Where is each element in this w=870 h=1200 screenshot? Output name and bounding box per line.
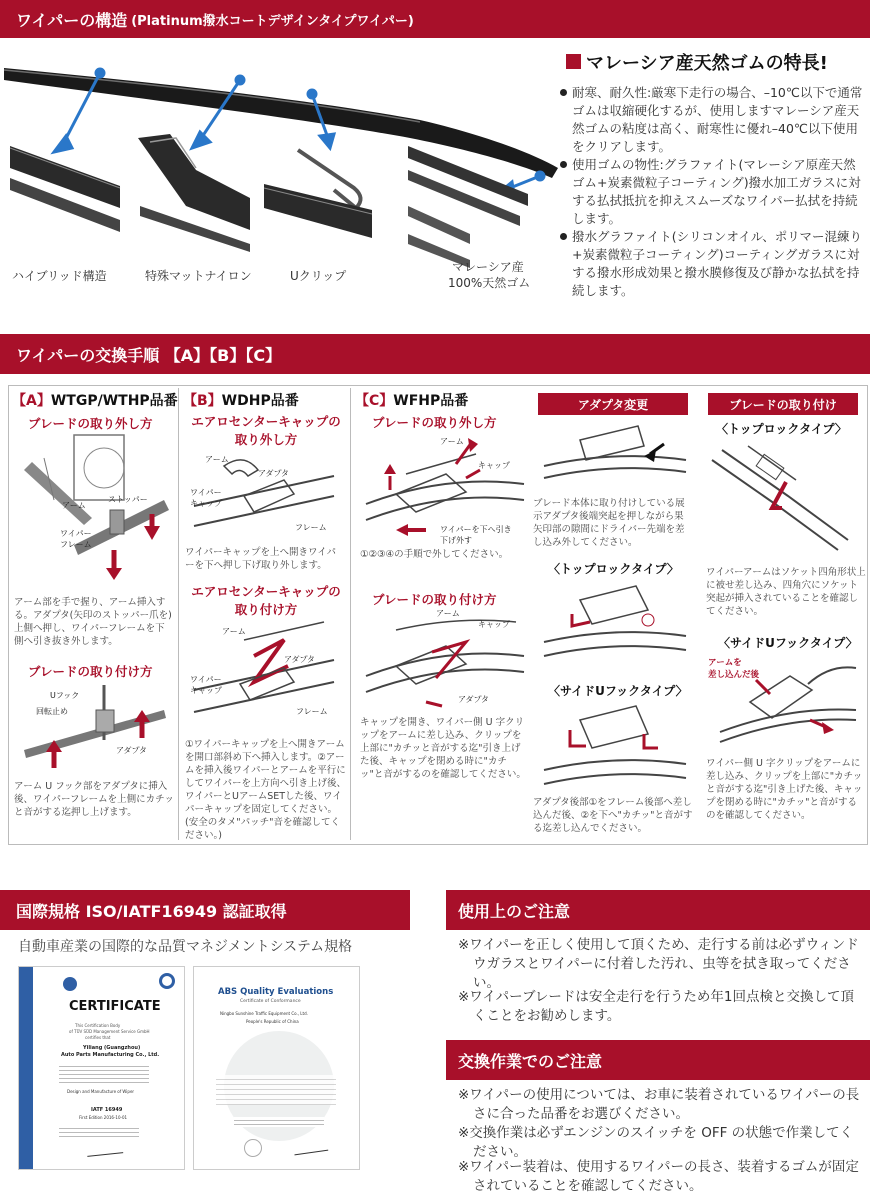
cert1-line-8: First Edition 2016-10-01 [79, 1115, 128, 1120]
col-a-head [12, 390, 178, 410]
feature-bullet-1: 耐寒、耐久性:厳寒下走行の場合、–10℃以下で通常ゴムは収縮硬化するが、使用しますマレーシア産天然ゴムの粘度は高く、耐寒性に優れ–40℃以下使用をクリアします。 [572, 84, 867, 156]
col-b-label-adapter: アダプタ [258, 469, 289, 478]
cert1-line-5: Auto Parts Manufacturing Co., Ltd. [61, 1052, 160, 1058]
col-b-code: WDHP品番 [221, 393, 299, 409]
cert2-line-2: People's Republic of China [246, 1019, 299, 1024]
features-square-icon [566, 54, 581, 69]
col-b-attach-title: エアロセンターキャップの取り付け方 [191, 584, 341, 617]
col-e-sideu-illustration [710, 650, 860, 750]
cert1-side-band [19, 967, 33, 1170]
col-b-label-arm-2: アーム [222, 627, 246, 636]
col-d-toplock-illustration [540, 580, 690, 670]
caption-hybrid: ハイブリッド構造 [12, 269, 107, 283]
structure-subtitle: (Platinum撥水コートデザインタイプワイパー) [131, 13, 414, 29]
structure-title: ワイパーの構造 [16, 10, 128, 30]
col-e-tag: ブレードの取り付け [708, 393, 858, 415]
cert1-line-6: Design and Manufacture of Wiper [67, 1089, 135, 1094]
col-e-text-1: ワイパーアームはソケット四角形状上に被せ差し込み、四角穴にソケット突起が挿入されていることを確認してください。 [706, 567, 866, 617]
col-c-label-arm-2: アーム [436, 609, 460, 618]
col-a-remove-text: アーム部を手で握り、アーム挿入する。アダプタ(矢印のストッパー爪を)上側へ押し、ワイパーフレームを下側へ引き抜き外します。 [14, 597, 172, 647]
cert2-subtitle: Certificate of Conformance [240, 999, 301, 1004]
structure-band [0, 0, 870, 38]
col-c-attach-title: ブレードの取り付け方 [372, 592, 497, 607]
cert1-signature [87, 1147, 123, 1157]
feature-bullet-2: 使用ゴムの物性:グラファイト(マレーシア原産天然ゴム+炭素微粒子コーティング)撥水加工ガラスに対する払拭抵抗を抑えスムーズなワイパー払拭を持続します。 [572, 156, 867, 228]
cert1-title: CERTIFICATE [69, 999, 161, 1014]
steps-band [0, 334, 870, 374]
iso-band [0, 890, 410, 930]
replace-note-3: ※ワイパー装着は、使用するワイパーの長さ、装着するゴムが固定されていることを確認してください。 [458, 1159, 859, 1194]
col-a-label-stopper: ストッパー [108, 495, 148, 504]
caution-band [446, 890, 870, 930]
certificate-iatf [18, 966, 185, 1170]
col-d-tag: アダプタ変更 [538, 393, 688, 415]
col-e-toplock-illustration [708, 440, 858, 560]
col-a-remove-illustration [14, 430, 174, 600]
col-b-remove-text: ワイパーキャップを上へ開きワイパーを下へ押し下げ取り外します。 [185, 547, 337, 571]
cert1-line-4: Yiliang (Guangzhou) [83, 1045, 141, 1051]
col-a-label-uhook: Uフック [50, 691, 80, 700]
col-a-label-frame: ワイパー フレーム [60, 529, 92, 549]
features-heading: マレーシア産天然ゴムの特長! [586, 53, 828, 74]
certificate-abs [193, 966, 360, 1170]
col-a-tag: 【A】 [12, 393, 51, 409]
col-b-label-arm: アーム [205, 455, 229, 464]
caution-note-2: ※ワイパーブレードは安全走行を行うため年1回点検と交換して頂くことをお勧めします。 [458, 989, 855, 1024]
col-d-adapter-illustration [540, 420, 690, 490]
cert2-text-lines [216, 1075, 336, 1105]
col-d-text-2: アダプタ後部①をフレーム後部へ差し込んだ後、②を下へ"カチッ"と音がする迄差し込んでください。 [533, 797, 693, 834]
long-blade [4, 68, 558, 178]
col-c-head [355, 390, 468, 410]
col-a-code: WTGP/WTHP品番 [50, 393, 178, 409]
col-c-label-cap: キャップ [478, 461, 510, 470]
col-c-label-arm: アーム [440, 437, 464, 446]
col-c-attach-text: キャップを開き、ワイパー側 U 字クリップをアームに差し込み、クリップを上部に"カチッと音がする迄"引き上げた後、キャップを閉める時に"カチッ"と音がするのを確認してください。 [360, 717, 526, 780]
col-c-remove-text: ①②③④の手順で外してください。 [360, 549, 509, 560]
closeup-nylon [138, 134, 250, 252]
col-a-label-arm: アーム [62, 501, 86, 510]
col-c-code: WFHP品番 [393, 393, 469, 409]
replace-note-1: ※ワイパーの使用については、お車に装着されているワイパーの長さに合った品番をお選びください。 [458, 1087, 860, 1122]
cert1-logo-left [63, 977, 77, 991]
cert1-logo-right [159, 973, 175, 989]
caution-note-1: ※ワイパーを正しく使用して頂くため、走行する前は必ずウィンドウガラスとワイパーに付着した汚れ、虫等を拭き取ってください。 [458, 937, 859, 991]
col-b-label-frame: フレーム [295, 523, 327, 532]
caption-rubber-2: 100%天然ゴム [448, 276, 531, 290]
col-e-text-2: ワイパー側 U 字クリップをアームに差し込み、クリップを上部に"カチッと音がする迄"引き上げた後、キャップを閉める時に"カチッ"と音がするのを確認してください。 [706, 758, 863, 821]
steps-title: ワイパーの交換手順 【A】【B】【C】 [16, 345, 282, 365]
col-c-tag: 【C】 [355, 393, 394, 409]
iso-title: 国際規格 ISO/IATF16949 認証取得 [16, 901, 287, 921]
divider-bc [350, 388, 351, 840]
divider-ab [178, 388, 179, 840]
col-d-side-u: 〈サイドUフックタイプ〉 [548, 684, 688, 698]
cert1-text-lines-2 [59, 1125, 139, 1139]
closeup-hybrid [10, 146, 120, 232]
col-b-label-frame-2: フレーム [296, 707, 328, 716]
col-b-remove-title: エアロセンターキャップの取り外し方 [191, 414, 341, 447]
col-a-attach-illustration [14, 680, 174, 770]
cert2-seal [244, 1139, 262, 1157]
closeup-uclip [264, 150, 372, 238]
col-a-attach-title: ブレードの取り付け方 [28, 664, 153, 679]
cert2-title: ABS Quality Evaluations [218, 987, 334, 997]
col-b-label-cap: ワイパー キャップ [190, 488, 222, 508]
col-a-label-rotstop: 回転止め [36, 707, 68, 716]
caution-title: 使用上のご注意 [458, 901, 571, 921]
caption-nylon: 特殊マットナイロン [145, 269, 252, 283]
col-e-arm-label: アームを 差し込んだ後 [708, 658, 760, 680]
col-d-top-lock: 〈トップロックタイプ〉 [548, 562, 679, 576]
col-e-side-u: 〈サイドUフックタイプ〉 [718, 636, 858, 650]
replace-note-2: ※交換作業は必ずエンジンのスイッチを OFF の状態で作業してください。 [458, 1125, 854, 1160]
caption-uclip: Uクリップ [290, 269, 347, 283]
cert1-text-lines [59, 1063, 149, 1083]
col-e-top-lock: 〈トップロックタイプ〉 [716, 422, 847, 436]
cert1-line-1: This Certification Body [75, 1023, 121, 1028]
cert2-footer-lines [234, 1117, 324, 1127]
col-b-head [183, 390, 299, 410]
iso-subtitle: 自動車産業の国際的な品質マネジメントシステム規格 [18, 939, 353, 955]
col-b-label-adapter-2: アダプタ [284, 655, 315, 664]
col-a-remove-title: ブレードの取り外し方 [28, 416, 153, 431]
col-d-text-1: ブレード本体に取り付けしている展示アダプタ後端突起を押しながら果矢印部の隙間にドライバー先端を差し込み外してください。 [533, 498, 685, 548]
col-d-sideu-illustration [540, 700, 690, 800]
cert1-line-7: IATF 16949 [91, 1107, 123, 1113]
feature-bullet-3: 撥水グラファイト(シリコンオイル、ポリマー混練り+炭素微粒子コーティング)コーティングガラスに対する撥水形成効果と撥水膜修復及び静かな払拭を持続します。 [572, 228, 867, 300]
col-a-label-adapter: アダプタ [116, 746, 147, 755]
cert2-signature [294, 1145, 329, 1156]
col-c-label-pull: ワイパーを下へ引き 下げ外す [440, 525, 512, 545]
col-a-attach-text: アーム U フック部をアダプタに挿入後、ワイパーフレームを上側にカチッと音がする迄押し上げます。 [14, 781, 174, 818]
replace-band [446, 1040, 870, 1080]
cert2-line-1: Ningbo Sunshine Traffic Equipment Co., Ltd. [220, 1011, 308, 1016]
caption-rubber-1: マレーシア産 [452, 260, 524, 274]
cert1-line-3: certifies that [85, 1035, 111, 1040]
col-c-label-adapter: アダプタ [458, 695, 489, 704]
replace-title: 交換作業でのご注意 [458, 1051, 603, 1071]
closeup-rubber [408, 146, 528, 268]
cert1-line-2: of TÜV SÜD Management Service GmbH [69, 1029, 150, 1034]
col-b-attach-text: ①ワイパーキャップを上へ開きアームを開口部斜め下へ挿入します。②アームを挿入後ワイパーとアームを平行にしてワイパーを上方向へ引き上げ後、ワイパーとUアームSETした後、ワイパーキャップを固定してください。(安全のタメ"パッチ"音を確認してください。) [185, 739, 347, 841]
col-c-remove-title: ブレードの取り外し方 [372, 415, 497, 430]
col-b-tag: 【B】 [183, 393, 222, 409]
col-b-label-cap-2: ワイパー キャップ [190, 675, 222, 695]
col-c-label-cap-2: キャップ [478, 620, 510, 629]
